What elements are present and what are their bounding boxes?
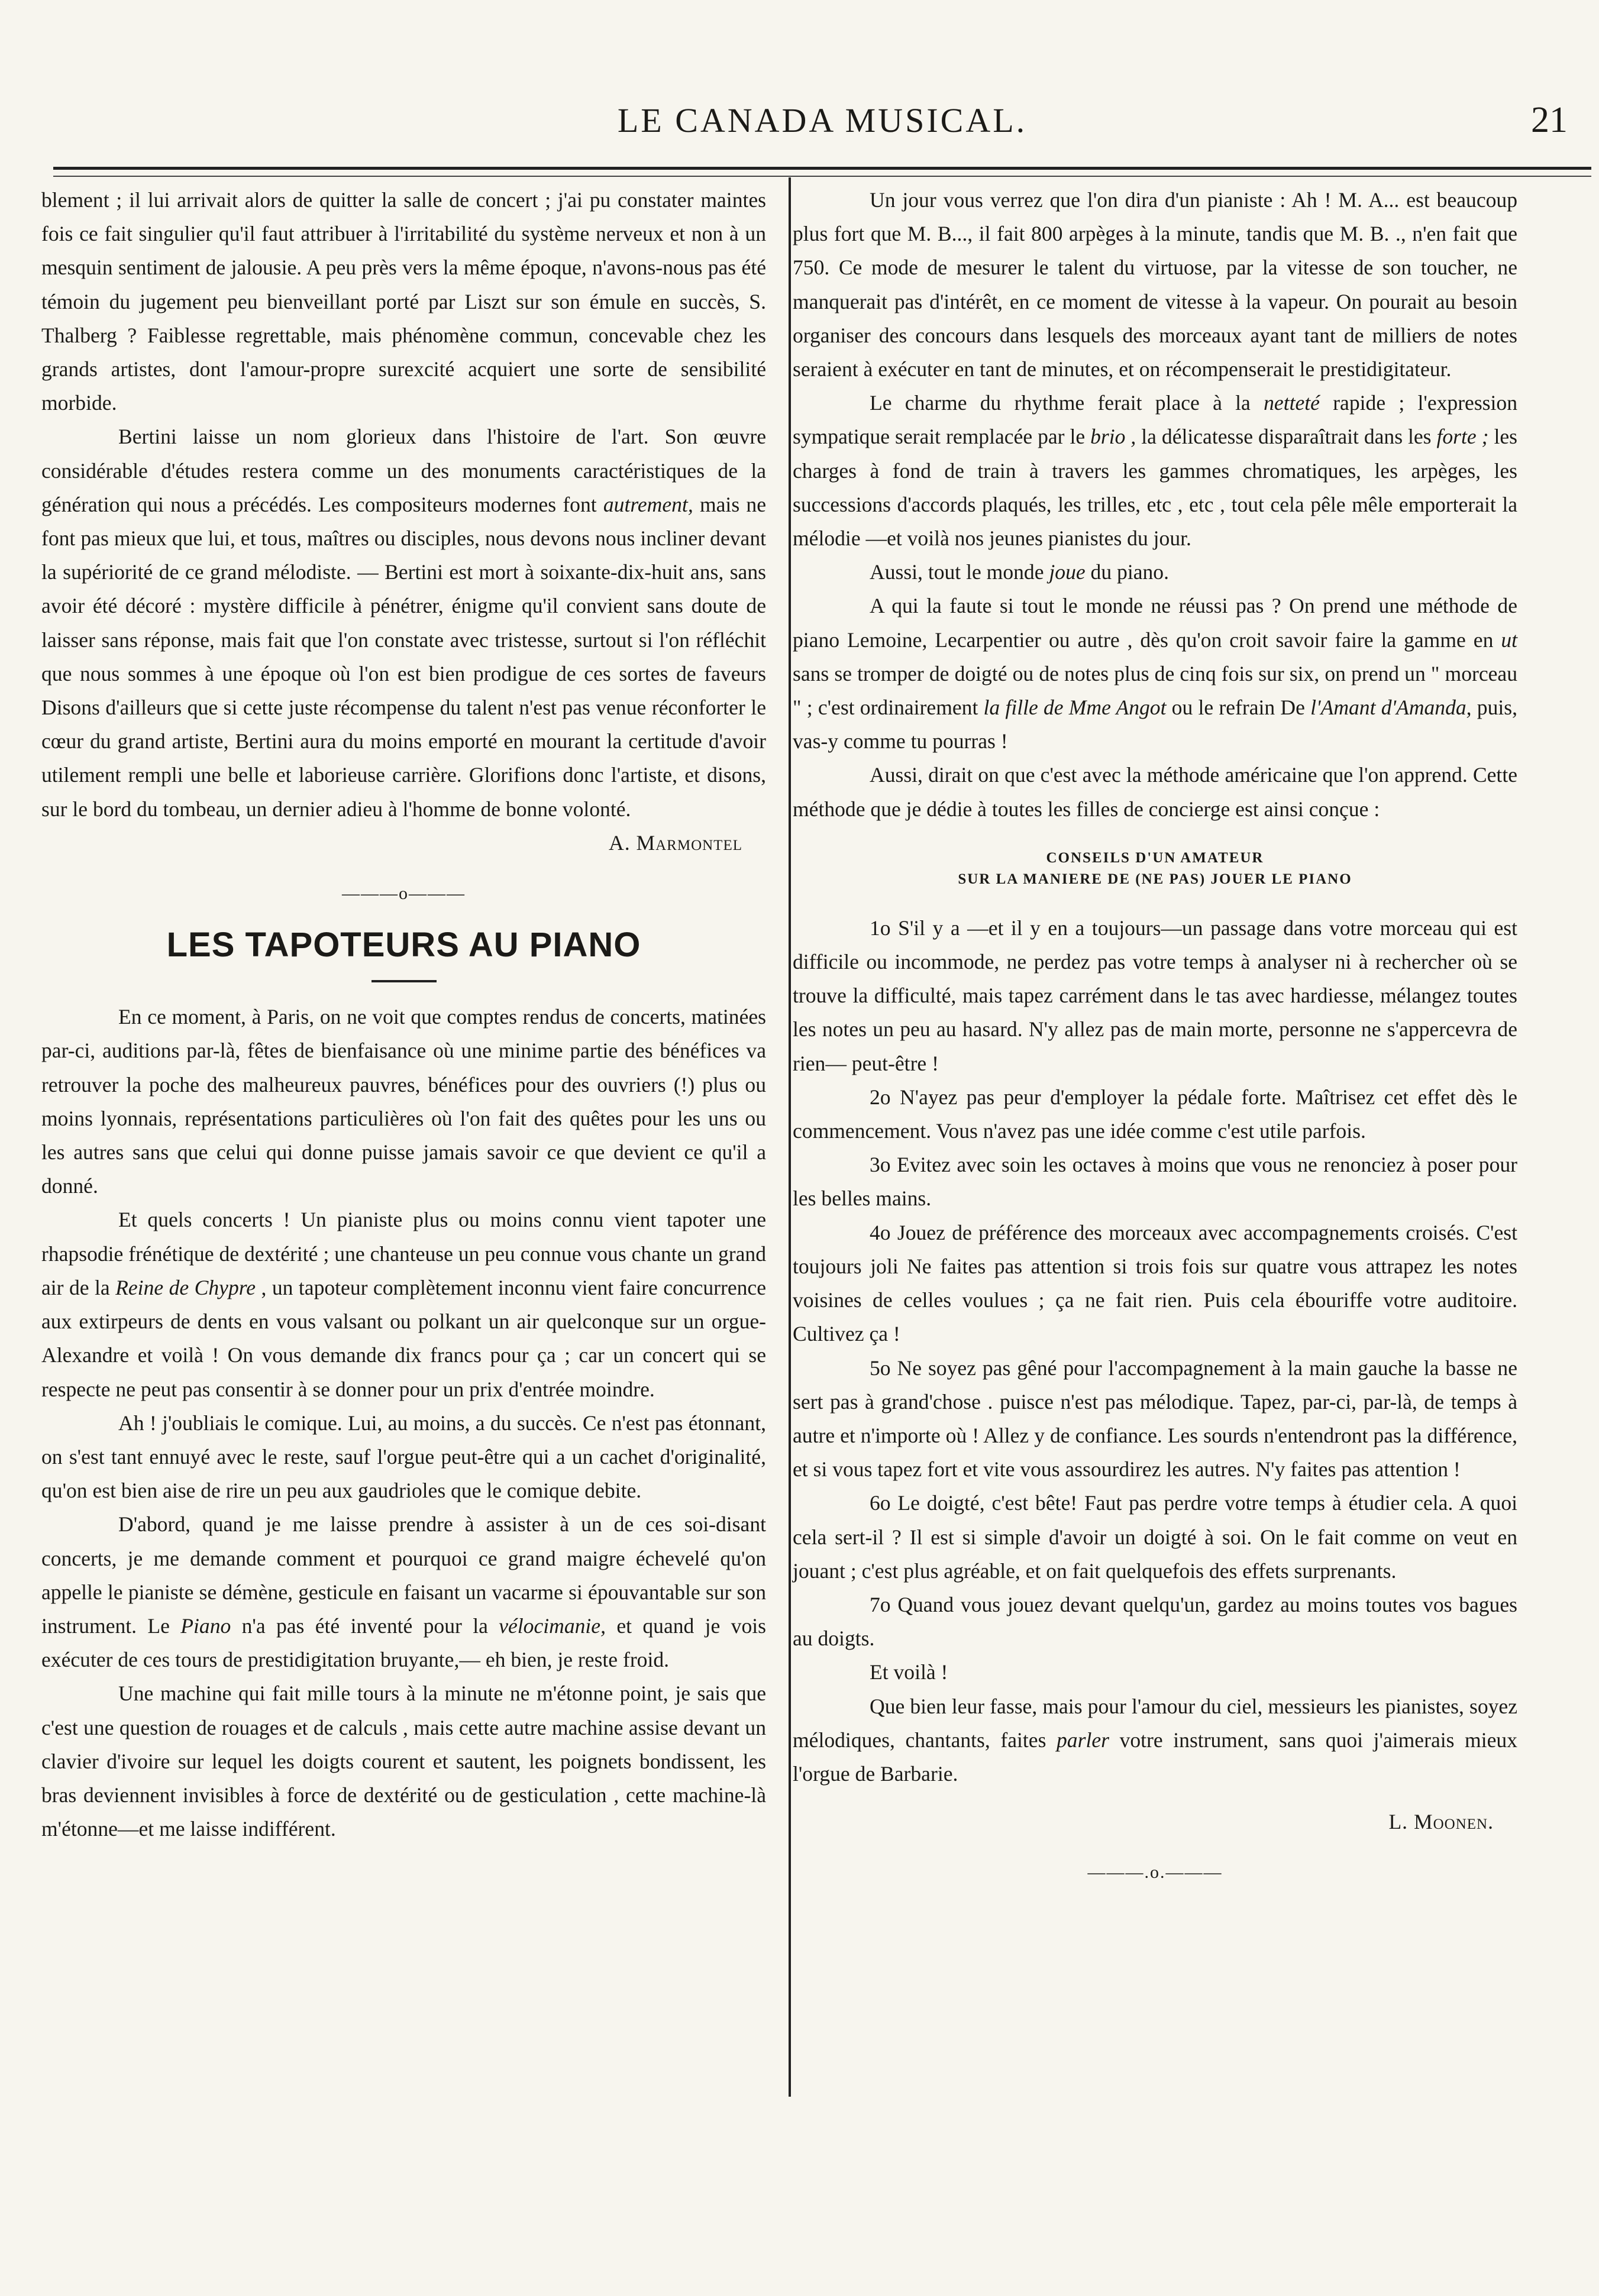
text-run: Que bien leur fasse, mais pour l'amour du ciel, messieurs les pianistes, soyez mélodiques, chantants, faites bbox=[793, 1694, 1517, 1752]
text-run: puis, vas-y comme tu pourras ! bbox=[793, 696, 1517, 754]
italic-run: la fille de Mme Angot bbox=[983, 696, 1167, 720]
spacer bbox=[793, 890, 1517, 911]
header-rule-thin bbox=[53, 176, 1591, 177]
signature-marmontel: A. Marmontel bbox=[609, 830, 742, 855]
text-run: Et quels concerts ! Un pianiste plus ou moins connu vient tapoter une rhapsodie frénétique de dextérité ; une chanteuse un peu connue vous chante un grand air de la bbox=[41, 1208, 766, 1299]
paragraph-r3 bbox=[793, 555, 1517, 589]
italic-run: vélocimanie, bbox=[499, 1613, 606, 1638]
separator: ———o——— bbox=[342, 884, 466, 904]
page-header bbox=[53, 89, 1591, 160]
paragraph-r5: Aussi, dirait on que c'est avec la méthode américaine que l'on apprend. Cette méthode que je dédie à toutes les filles de concierge est ainsi conçue : bbox=[793, 763, 1517, 821]
text-run: Le charme du rhythme ferait place à la bbox=[870, 391, 1264, 415]
sub-heading-1: CONSEILS D'UN AMATEUR bbox=[1046, 849, 1264, 866]
paragraph-3: Ah ! j'oubliais le comique. Lui, au moins, a du succès. Ce n'est pas étonnant, on s'est tant ennuyé avec le reste, sauf l'orgue peut-être qui a un cachet d'originalité, qu'on est bien aise de rire un peu aux gaudrioles que le comique debite. bbox=[41, 1411, 766, 1503]
text-run: D'abord, quand je me laisse prendre à assister à un de ces soi-disant concerts, je me demande comment et pourquoi ce grand maigre échevelé qu'on appelle le pianiste se démène, gesticule en faisant un vacarme si épouvantable sur son instrument. Le bbox=[41, 1512, 766, 1638]
spacer bbox=[793, 826, 1517, 848]
paragraph-continuation: blement ; il lui arrivait alors de quitter la salle de concert ; j'ai pu constater maintes fois ce fait singulier qu'il faut attribuer à l'irritabilité du système nerveux et non à un mesquin sentiment de jalousie. A peu près vers la même époque, n'avons-nous pas été témoin du jugement peu bienveillant porté par Liszt sur son émule en succès, S. Thalberg ? Faiblesse regrettable, mais phénomène commun, concevable chez les grands artistes, dont l'amour-propre surexcité acquiert une sorte de sensibilité morbide. bbox=[41, 188, 766, 415]
text-run: Bertini laisse un nom glorieux dans l'histoire de l'art. Son œuvre considérable d'études restera comme un des monuments caractéristiques de la génération qui nous a précédés. Les compositeurs modernes font bbox=[41, 425, 766, 516]
text-run: votre instrument, sans quoi j'aimerais mieux l'orgue de Barbarie. bbox=[793, 1728, 1517, 1786]
paragraph-r4 bbox=[793, 589, 1517, 758]
paragraph-2 bbox=[41, 1203, 766, 1406]
spacer bbox=[793, 1791, 1517, 1805]
text-run: et quand je vois exécuter de ces tours de prestidigitation bruyante,— eh bien, je reste froid. bbox=[41, 1613, 766, 1672]
rule-1: 1o S'il y a —et il y en a toujours—un passage dans votre morceau qui est difficile ou incommode, ne perdez pas votre temps à analyser ni à rechercher où se trouve la difficulté, mais tapez carrément dans le tas avec hardiesse, mélangez toutes les notes un peu au hasard. N'y allez pas de main morte, personne ne s'appercevra de rien— peut-être ! bbox=[793, 916, 1517, 1075]
italic-run: forte ; bbox=[1436, 425, 1489, 449]
italic-run: Reine de Chypre bbox=[115, 1275, 256, 1299]
column-divider bbox=[789, 177, 791, 2097]
signature-moonen: L. Moonen. bbox=[1388, 1810, 1494, 1834]
paragraph-4 bbox=[41, 1508, 766, 1677]
right-column bbox=[793, 183, 1517, 1903]
header-rule bbox=[53, 167, 1591, 170]
text-run: rapide ; l'expression sympatique serait remplacée par le bbox=[793, 391, 1517, 449]
text-run: ou le refrain De bbox=[1166, 696, 1311, 720]
italic-run: Piano bbox=[180, 1613, 231, 1638]
text-run: Aussi, tout le monde bbox=[870, 560, 1049, 584]
separator-end: ———.o.——— bbox=[1087, 1862, 1223, 1883]
rule-4: 4o Jouez de préférence des morceaux avec accompagnements croisés. C'est toujours joli Ne faites pas attention si trois fois sur quatre vous attrapez les notes voisines de celles voulues ; ça ne fait rien. Puis cela ébouriffe votre auditoire. Cultivez ça ! bbox=[793, 1220, 1517, 1346]
text-run: A qui la faute si tout le monde ne réussi pas ? On prend une méthode de piano Lemoine, Lecarpentier ou autre , dès qu'on croit savoir faire la gamme en bbox=[793, 594, 1517, 652]
rule-2: 2o N'ayez pas peur d'employer la pédale forte. Maîtrisez cet effet dès le commencement. Vous n'avez pas une idée comme c'est utile parfois. bbox=[793, 1085, 1517, 1143]
paragraph-r2 bbox=[793, 386, 1517, 555]
italic-run: ut bbox=[1501, 628, 1517, 652]
italic-run: netteté bbox=[1264, 391, 1320, 415]
rule-3: 3o Evitez avec soin les octaves à moins que vous ne renonciez à poser pour les belles mains. bbox=[793, 1153, 1517, 1211]
page-number: 21 bbox=[1531, 100, 1568, 140]
rule-6: 6o Le doigté, c'est bête! Faut pas perdre votre temps à étudier cela. A quoi cela sert-il ? Il est si simple d'avoir un doigté à soi. On le fait comme on veut en jouant ; c'est plus agréable, et on fait quelquefois des effets surprenants. bbox=[793, 1491, 1517, 1583]
paragraph-1: En ce moment, à Paris, on ne voit que comptes rendus de concerts, matinées par-ci, auditions par-là, fêtes de bienfaisance où une minime partie des bénéfices va retrouver la poche des malheureux pauvres, bénéfices pour des ouvriers (!) plus ou moins lyonnais, représentations particulières où l'on fait des quêtes pour les uns ou les autres sans que celui qui donne puisse jamais savoir ce que devient ce qu'il a donné. bbox=[41, 1005, 766, 1198]
rule-7: 7o Quand vous jouez devant quelqu'un, gardez au moins toutes vos bagues au doigts. bbox=[793, 1592, 1517, 1651]
text-run: la délicatesse disparaîtrait dans les bbox=[1136, 425, 1437, 449]
sub-heading-2: SUR LA MANIERE DE (NE PAS) JOUER LE PIANO bbox=[958, 871, 1352, 887]
paragraph-closing bbox=[793, 1690, 1517, 1791]
left-column bbox=[41, 183, 766, 1846]
journal-title: LE CANADA MUSICAL. bbox=[617, 101, 1028, 140]
text-run: n'a pas été inventé pour la bbox=[231, 1613, 499, 1638]
article-title: LES TAPOTEURS AU PIANO bbox=[166, 926, 641, 965]
text-run: les charges à fond de train à travers les gammes chromatiques, les arpèges, les successions d'accords plaqués, les trilles, etc , etc , tout cela pêle mêle emporterait la mélodie —et voilà nos jeunes pianistes du jour. bbox=[793, 425, 1517, 551]
paragraph-5: Une machine qui fait mille tours à la minute ne m'étonne point, je sais que c'est une question de rouages et de calculs , mais cette autre machine assise devant un clavier d'ivoire sur lequel les doigts courent et sautent, les poignets bondissent, les bras deviennent invisibles à force de dextérité ou de gesticulation , cette machine-là m'étonne—et me laisse indifférent. bbox=[41, 1681, 766, 1841]
text-run: , un tapoteur complètement inconnu vient faire concurrence aux extirpeurs de dents en vous valsant ou polkant un air quelconque sur un orgue-Alexandre et voilà ! On vous demande dix francs pour ça ; car un concert qui se respecte ne peut pas consentir à se donner pour un prix d'entrée moindre. bbox=[41, 1275, 767, 1401]
text-run: mais ne font pas mieux que lui, et tous, maîtres ou disciples, nous devons nous incliner devant la supériorité de ce grand mélodiste. — Bertini est mort à soixante-dix-huit ans, sans avoir été décoré : mystère difficile à pénétrer, énigme qu'il convient sans doute de laisser sans réponse, mais fait que l'on constate avec tristesse, surtout si l'on réfléchit que nous sommes à une époque où l'on est bien prodigue de ces sortes de faveurs Disons d'ailleurs que si cette juste récompense du talent n'est pas venue réconforter le cœur du grand artiste, Bertini aura du moins emporté en mourant la certitude d'avoir utilement rempli une belle et laborieuse carrière. Glorifions donc l'artiste, et disons, sur le bord du tombeau, un dernier adieu à l'homme de bonne volonté. bbox=[41, 492, 766, 821]
paragraph-bertini bbox=[41, 420, 766, 826]
italic-run: l'Amant d'Amanda, bbox=[1310, 696, 1472, 720]
italic-run: autrement, bbox=[603, 492, 693, 516]
italic-run: parler bbox=[1057, 1728, 1109, 1752]
paragraph-r1: Un jour vous verrez que l'on dira d'un pianiste : Ah ! M. A... est beaucoup plus fort que M. B..., il fait 800 arpèges à la minute, tandis que M. B. ., n'en fait que 750. Ce mode de mesurer le talent du virtuose, par la vitesse de son toucher, ne manquerait pas d'intérêt, en ce moment de vitesse à la vapeur. On pourait au besoin organiser des concours dans lesquels des morceaux ayant tant de milliers de notes seraient à exécuter en tant de minutes, et on récompenserait le prestidigitateur. bbox=[793, 188, 1517, 381]
rule-5: 5o Ne soyez pas gêné pour l'accompagnement à la main gauche la basse ne sert pas à grand'chose . puisce n'est pas mélodique. Tapez, par-ci, par-là, de temps à autre et n'importe où ! Allez y de confiance. Les sourds n'entendront pas la différence, et si vous tapez fort et vite vous assourdirez les autres. N'y faites pas attention ! bbox=[793, 1356, 1517, 1482]
italic-run: brio , bbox=[1090, 425, 1136, 449]
et-voila: Et voilà ! bbox=[870, 1660, 948, 1684]
text-run: du piano. bbox=[1085, 560, 1169, 584]
text-run: sans se tromper de doigté ou de notes plus de cinq fois sur six, on prend un " morceau " ; c'est ordinairement bbox=[793, 661, 1517, 720]
italic-run: joue bbox=[1049, 560, 1086, 584]
title-rule bbox=[372, 980, 437, 982]
